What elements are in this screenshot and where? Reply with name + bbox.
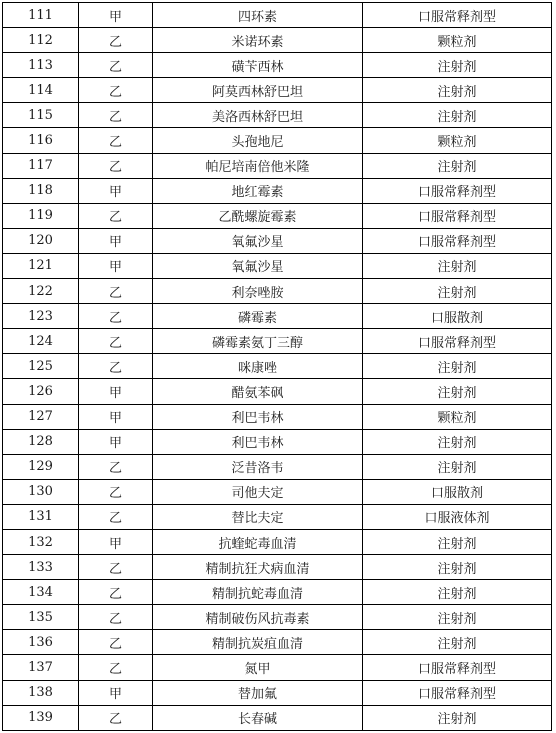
row-number-cell: 127 [3, 404, 79, 429]
dosage-form-cell: 注射剂 [363, 705, 552, 730]
drug-name-cell: 乙酰螺旋霉素 [153, 203, 363, 228]
drug-name-cell: 泛昔洛韦 [153, 454, 363, 479]
dosage-form-cell: 注射剂 [363, 529, 552, 554]
category-cell: 乙 [79, 304, 153, 329]
row-number-cell: 128 [3, 429, 79, 454]
table-row [3, 479, 552, 504]
row-number-cell: 118 [3, 178, 79, 203]
dosage-form-cell: 口服常释剂型 [363, 228, 552, 253]
drug-name-cell: 司他夫定 [153, 479, 363, 504]
table-row [3, 504, 552, 529]
row-number-cell: 119 [3, 203, 79, 228]
dosage-form-cell: 注射剂 [363, 103, 552, 128]
category-cell: 乙 [79, 103, 153, 128]
dosage-form-cell: 口服常释剂型 [363, 178, 552, 203]
row-number-cell: 133 [3, 555, 79, 580]
dosage-form-cell: 颗粒剂 [363, 404, 552, 429]
dosage-form-cell: 注射剂 [363, 53, 552, 78]
row-number-cell: 114 [3, 78, 79, 103]
category-cell: 乙 [79, 53, 153, 78]
table-row [3, 404, 552, 429]
dosage-form-cell: 口服常释剂型 [363, 3, 552, 28]
row-number-cell: 124 [3, 329, 79, 354]
drug-list-table [2, 2, 552, 731]
category-cell: 乙 [79, 354, 153, 379]
category-cell: 乙 [79, 203, 153, 228]
drug-name-cell: 利奈唑胺 [153, 279, 363, 304]
table-row [3, 53, 552, 78]
table-row [3, 655, 552, 680]
drug-name-cell: 醋氨苯砜 [153, 379, 363, 404]
table-row [3, 605, 552, 630]
drug-name-cell: 替比夫定 [153, 504, 363, 529]
dosage-form-cell: 颗粒剂 [363, 28, 552, 53]
drug-name-cell: 精制抗蛇毒血清 [153, 580, 363, 605]
category-cell: 甲 [79, 178, 153, 203]
drug-name-cell: 阿莫西林舒巴坦 [153, 78, 363, 103]
category-cell: 甲 [79, 680, 153, 705]
row-number-cell: 126 [3, 379, 79, 404]
category-cell: 甲 [79, 404, 153, 429]
table-row [3, 354, 552, 379]
drug-name-cell: 利巴韦林 [153, 429, 363, 454]
row-number-cell: 134 [3, 580, 79, 605]
drug-name-cell: 抗蝰蛇毒血清 [153, 529, 363, 554]
dosage-form-cell: 颗粒剂 [363, 128, 552, 153]
table-row [3, 203, 552, 228]
dosage-form-cell: 注射剂 [363, 279, 552, 304]
dosage-form-cell: 注射剂 [363, 580, 552, 605]
dosage-form-cell: 口服常释剂型 [363, 655, 552, 680]
row-number-cell: 111 [3, 3, 79, 28]
drug-name-cell: 磺苄西林 [153, 53, 363, 78]
row-number-cell: 117 [3, 153, 79, 178]
category-cell: 甲 [79, 379, 153, 404]
drug-name-cell: 美洛西林舒巴坦 [153, 103, 363, 128]
row-number-cell: 138 [3, 680, 79, 705]
category-cell: 乙 [79, 605, 153, 630]
drug-name-cell: 米诺环素 [153, 28, 363, 53]
drug-name-cell: 氧氟沙星 [153, 228, 363, 253]
table-row [3, 228, 552, 253]
drug-name-cell: 精制抗狂犬病血清 [153, 555, 363, 580]
row-number-cell: 132 [3, 529, 79, 554]
drug-name-cell: 咪康唑 [153, 354, 363, 379]
row-number-cell: 120 [3, 228, 79, 253]
table-row [3, 279, 552, 304]
category-cell: 乙 [79, 504, 153, 529]
row-number-cell: 121 [3, 253, 79, 278]
dosage-form-cell: 注射剂 [363, 605, 552, 630]
category-cell: 乙 [79, 555, 153, 580]
dosage-form-cell: 注射剂 [363, 555, 552, 580]
dosage-form-cell: 注射剂 [363, 379, 552, 404]
drug-name-cell: 长春碱 [153, 705, 363, 730]
category-cell: 甲 [79, 3, 153, 28]
table-row [3, 28, 552, 53]
drug-name-cell: 利巴韦林 [153, 404, 363, 429]
category-cell: 甲 [79, 253, 153, 278]
drug-name-cell: 替加氟 [153, 680, 363, 705]
drug-name-cell: 氧氟沙星 [153, 253, 363, 278]
table-row [3, 253, 552, 278]
row-number-cell: 137 [3, 655, 79, 680]
table-row [3, 630, 552, 655]
table-row [3, 580, 552, 605]
row-number-cell: 123 [3, 304, 79, 329]
category-cell: 乙 [79, 580, 153, 605]
row-number-cell: 122 [3, 279, 79, 304]
category-cell: 乙 [79, 655, 153, 680]
dosage-form-cell: 注射剂 [363, 153, 552, 178]
table-row [3, 454, 552, 479]
row-number-cell: 136 [3, 630, 79, 655]
category-cell: 甲 [79, 529, 153, 554]
row-number-cell: 131 [3, 504, 79, 529]
category-cell: 甲 [79, 228, 153, 253]
dosage-form-cell: 注射剂 [363, 454, 552, 479]
row-number-cell: 112 [3, 28, 79, 53]
drug-name-cell: 精制破伤风抗毒素 [153, 605, 363, 630]
dosage-form-cell: 口服散剂 [363, 479, 552, 504]
row-number-cell: 115 [3, 103, 79, 128]
table-row [3, 555, 552, 580]
drug-name-cell: 氮甲 [153, 655, 363, 680]
row-number-cell: 135 [3, 605, 79, 630]
row-number-cell: 116 [3, 128, 79, 153]
dosage-form-cell: 注射剂 [363, 630, 552, 655]
category-cell: 甲 [79, 429, 153, 454]
drug-name-cell: 地红霉素 [153, 178, 363, 203]
category-cell: 乙 [79, 329, 153, 354]
table-row [3, 529, 552, 554]
row-number-cell: 125 [3, 354, 79, 379]
table-row [3, 178, 552, 203]
table-row [3, 78, 552, 103]
category-cell: 乙 [79, 630, 153, 655]
dosage-form-cell: 口服常释剂型 [363, 680, 552, 705]
dosage-form-cell: 注射剂 [363, 253, 552, 278]
table-row [3, 329, 552, 354]
dosage-form-cell: 口服液体剂 [363, 504, 552, 529]
category-cell: 乙 [79, 479, 153, 504]
table-row [3, 680, 552, 705]
dosage-form-cell: 口服常释剂型 [363, 203, 552, 228]
table-row [3, 128, 552, 153]
dosage-form-cell: 注射剂 [363, 429, 552, 454]
table-row [3, 3, 552, 28]
dosage-form-cell: 口服散剂 [363, 304, 552, 329]
drug-name-cell: 磷霉素 [153, 304, 363, 329]
category-cell: 乙 [79, 78, 153, 103]
table-row [3, 705, 552, 730]
table-row [3, 304, 552, 329]
table-row [3, 103, 552, 128]
drug-name-cell: 精制抗炭疽血清 [153, 630, 363, 655]
table-row [3, 379, 552, 404]
category-cell: 乙 [79, 28, 153, 53]
drug-name-cell: 四环素 [153, 3, 363, 28]
drug-name-cell: 帕尼培南倍他米隆 [153, 153, 363, 178]
dosage-form-cell: 注射剂 [363, 354, 552, 379]
row-number-cell: 129 [3, 454, 79, 479]
category-cell: 乙 [79, 705, 153, 730]
category-cell: 乙 [79, 153, 153, 178]
dosage-form-cell: 口服常释剂型 [363, 329, 552, 354]
row-number-cell: 130 [3, 479, 79, 504]
category-cell: 乙 [79, 128, 153, 153]
dosage-form-cell: 注射剂 [363, 78, 552, 103]
table-body [3, 3, 552, 731]
drug-name-cell: 磷霉素氨丁三醇 [153, 329, 363, 354]
category-cell: 乙 [79, 279, 153, 304]
row-number-cell: 113 [3, 53, 79, 78]
category-cell: 乙 [79, 454, 153, 479]
row-number-cell: 139 [3, 705, 79, 730]
drug-name-cell: 头孢地尼 [153, 128, 363, 153]
table-row [3, 429, 552, 454]
table-row [3, 153, 552, 178]
